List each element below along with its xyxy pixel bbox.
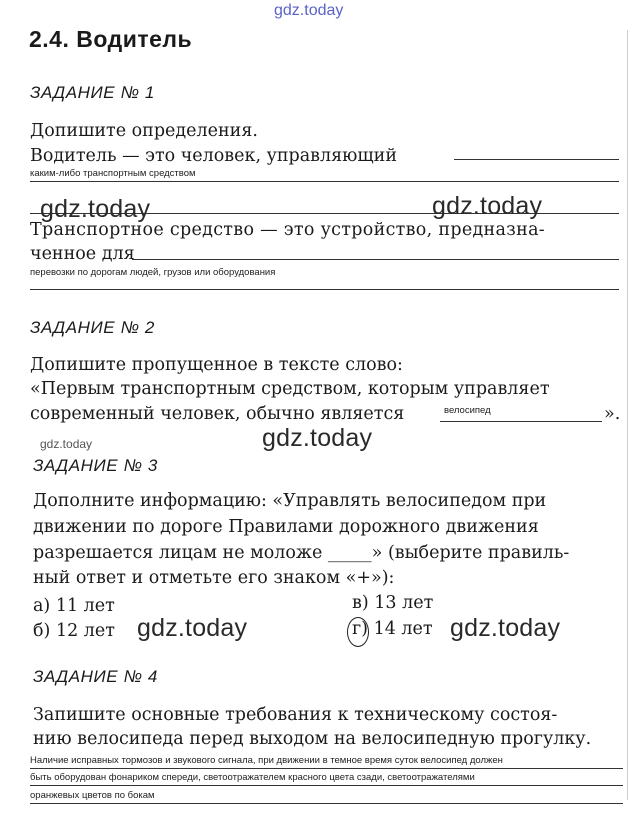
task2-quote-line1: «Первым транспортным средством, которым управляет bbox=[30, 379, 550, 399]
task3-option-v[interactable] bbox=[352, 593, 433, 613]
task2-instruction: Допишите пропущенное в тексте слово: bbox=[30, 355, 403, 375]
task3-option-b[interactable] bbox=[33, 621, 115, 641]
task3-line3: разрешается лицам не моложе _____» (выберите правиль- bbox=[33, 543, 570, 563]
task2-answer-line bbox=[440, 421, 602, 422]
page-edge-rule bbox=[627, 30, 628, 800]
task4-rule-3 bbox=[30, 803, 623, 804]
task3-option-a[interactable] bbox=[33, 596, 115, 616]
option-letter: б) bbox=[33, 621, 51, 641]
section-heading: 2.4. Водитель bbox=[29, 26, 193, 52]
task1-vehicle-answer-line-1 bbox=[132, 259, 619, 260]
option-text: 11 лет bbox=[55, 596, 115, 616]
task1-vehicle-prompt-line1: Транспортное средство — это устройство, предназна- bbox=[30, 220, 546, 240]
task4-answer-line-1: Наличие исправных тормозов и звукового сигнала, при движении в темное время суток велосипед должен bbox=[30, 755, 503, 766]
watermark-big-1: gdz.today bbox=[40, 195, 151, 223]
task3-title: ЗАДАНИЕ № 3 bbox=[33, 456, 158, 475]
option-letter: в) bbox=[352, 593, 369, 613]
watermark-big-3: gdz.today bbox=[262, 424, 373, 452]
watermark-big-4: gdz.today bbox=[137, 614, 248, 642]
option-text: 12 лет bbox=[55, 621, 115, 641]
task1-instruction: Допишите определения. bbox=[30, 121, 258, 141]
task4-title: ЗАДАНИЕ № 4 bbox=[33, 667, 158, 686]
task2-answer: велосипед bbox=[444, 405, 491, 416]
task4-line1: Запишите основные требования к техническому состоя- bbox=[33, 705, 558, 725]
watermark-top: gdz.today bbox=[274, 2, 344, 19]
task1-title: ЗАДАНИЕ № 1 bbox=[30, 83, 155, 102]
task2-quote-line2: современный человек, обычно является bbox=[30, 404, 405, 424]
task1-vehicle-prompt-line2: ченное для bbox=[30, 244, 135, 264]
task1-vehicle-answer-line-2 bbox=[30, 289, 619, 290]
task1-driver-answer-line-1 bbox=[454, 159, 619, 160]
option-text: 13 лет bbox=[374, 593, 434, 613]
task4-line2: нию велосипеда перед выходом на велосипедную прогулку. bbox=[33, 729, 592, 749]
task3-line4: ный ответ и отметьте его знаком «+»): bbox=[33, 568, 395, 588]
watermark-big-2: gdz.today bbox=[432, 192, 543, 220]
watermark-small: gdz.today bbox=[40, 437, 93, 451]
task4-answer-line-2: быть оборудован фонариком спереди, светоотражателем красного цвета сзади, светоотражателями bbox=[30, 772, 475, 783]
task3-line2: движении по дороге Правилами дорожного движения bbox=[33, 517, 539, 537]
task1-driver-answer-line-2 bbox=[30, 181, 619, 182]
task3-line1: Дополните информацию: «Управлять велосипедом при bbox=[33, 491, 547, 511]
task4-rule-1 bbox=[30, 768, 623, 769]
task4-answer-line-3: оранжевых цветов по бокам bbox=[30, 790, 155, 801]
option-text: 14 лет bbox=[373, 619, 433, 639]
watermark-big-5: gdz.today bbox=[450, 614, 561, 642]
task4-rule-2 bbox=[30, 785, 623, 786]
option-letter: а) bbox=[33, 596, 51, 616]
task2-title: ЗАДАНИЕ № 2 bbox=[30, 318, 155, 337]
selected-answer-circle bbox=[347, 617, 369, 647]
option-letter: г) bbox=[352, 619, 368, 639]
task1-driver-answer: каким-либо транспортным средством bbox=[30, 168, 196, 179]
task2-quote-end: ». bbox=[604, 404, 621, 424]
task1-vehicle-answer: перевозки по дорогам людей, грузов или оборудования bbox=[30, 267, 276, 278]
task1-driver-prompt: Водитель — это человек, управляющий bbox=[30, 146, 398, 166]
